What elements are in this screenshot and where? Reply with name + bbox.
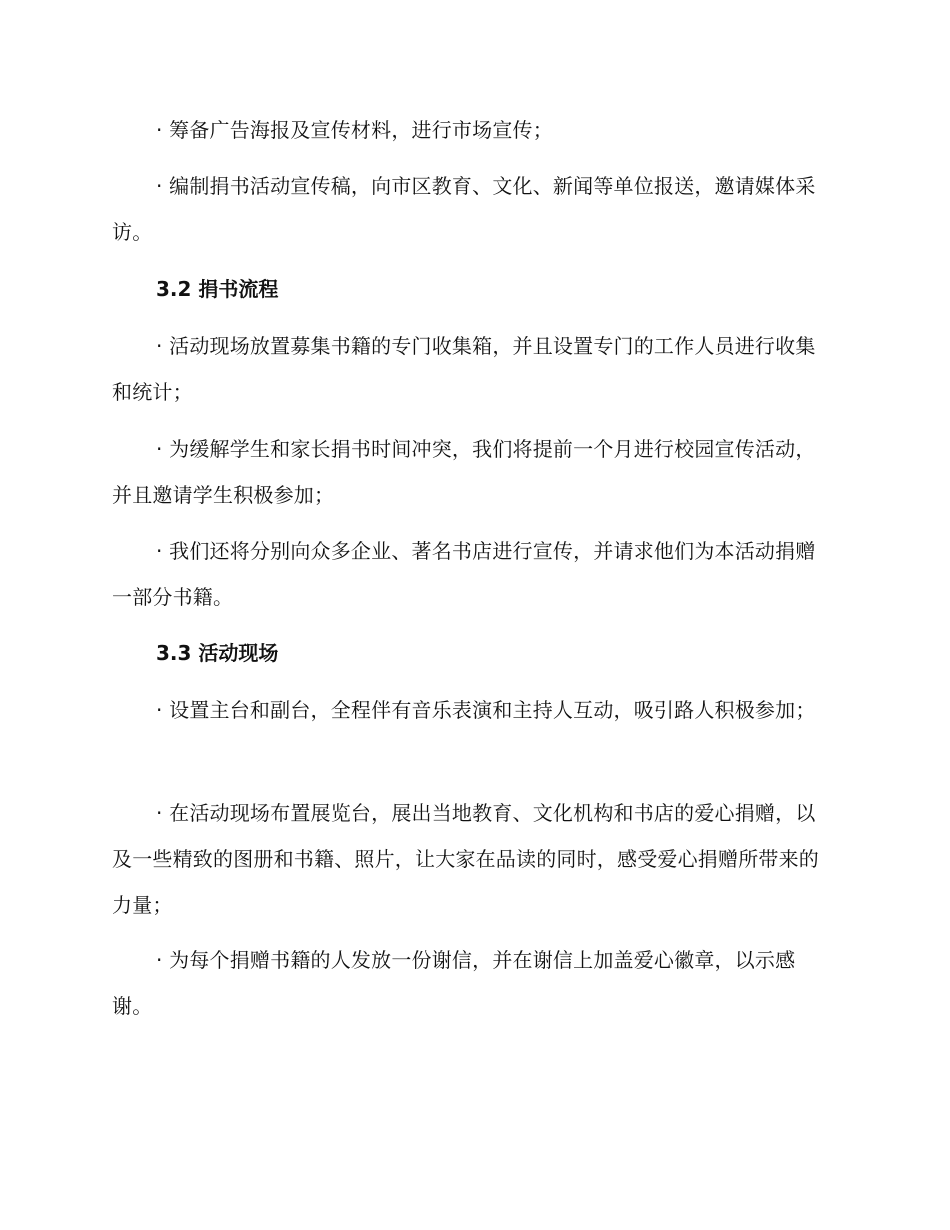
bullet-paragraph: · 设置主台和副台，全程伴有音乐表演和主持人互动，吸引路人积极参加； xyxy=(156,698,816,722)
section-heading: 3.3 活动现场 xyxy=(156,641,279,665)
bullet-paragraph: · 为缓解学生和家长捐书时间冲突，我们将提前一个月进行校园宣传活动，并且邀请学生积极参加； xyxy=(112,437,816,507)
bullet-paragraph: · 在活动现场布置展览台，展出当地教育、文化机构和书店的爱心捐赠，以及一些精致的图册和书籍、照片，让大家在品读的同时，感受爱心捐赠所带来的力量； xyxy=(112,801,819,917)
bullet-paragraph: · 活动现场放置募集书籍的专门收集箱，并且设置专门的工作人员进行收集和统计； xyxy=(112,334,816,404)
bullet-paragraph: · 为每个捐赠书籍的人发放一份谢信，并在谢信上加盖爱心徽章，以示感谢。 xyxy=(112,948,796,1018)
section-heading: 3.2 捐书流程 xyxy=(156,277,279,301)
bullet-paragraph: · 编制捐书活动宣传稿，向市区教育、文化、新闻等单位报送，邀请媒体采访。 xyxy=(112,174,816,244)
bullet-paragraph: · 我们还将分别向众多企业、著名书店进行宣传，并请求他们为本活动捐赠一部分书籍。 xyxy=(112,539,816,609)
bullet-paragraph: · 筹备广告海报及宣传材料，进行市场宣传； xyxy=(156,118,553,142)
